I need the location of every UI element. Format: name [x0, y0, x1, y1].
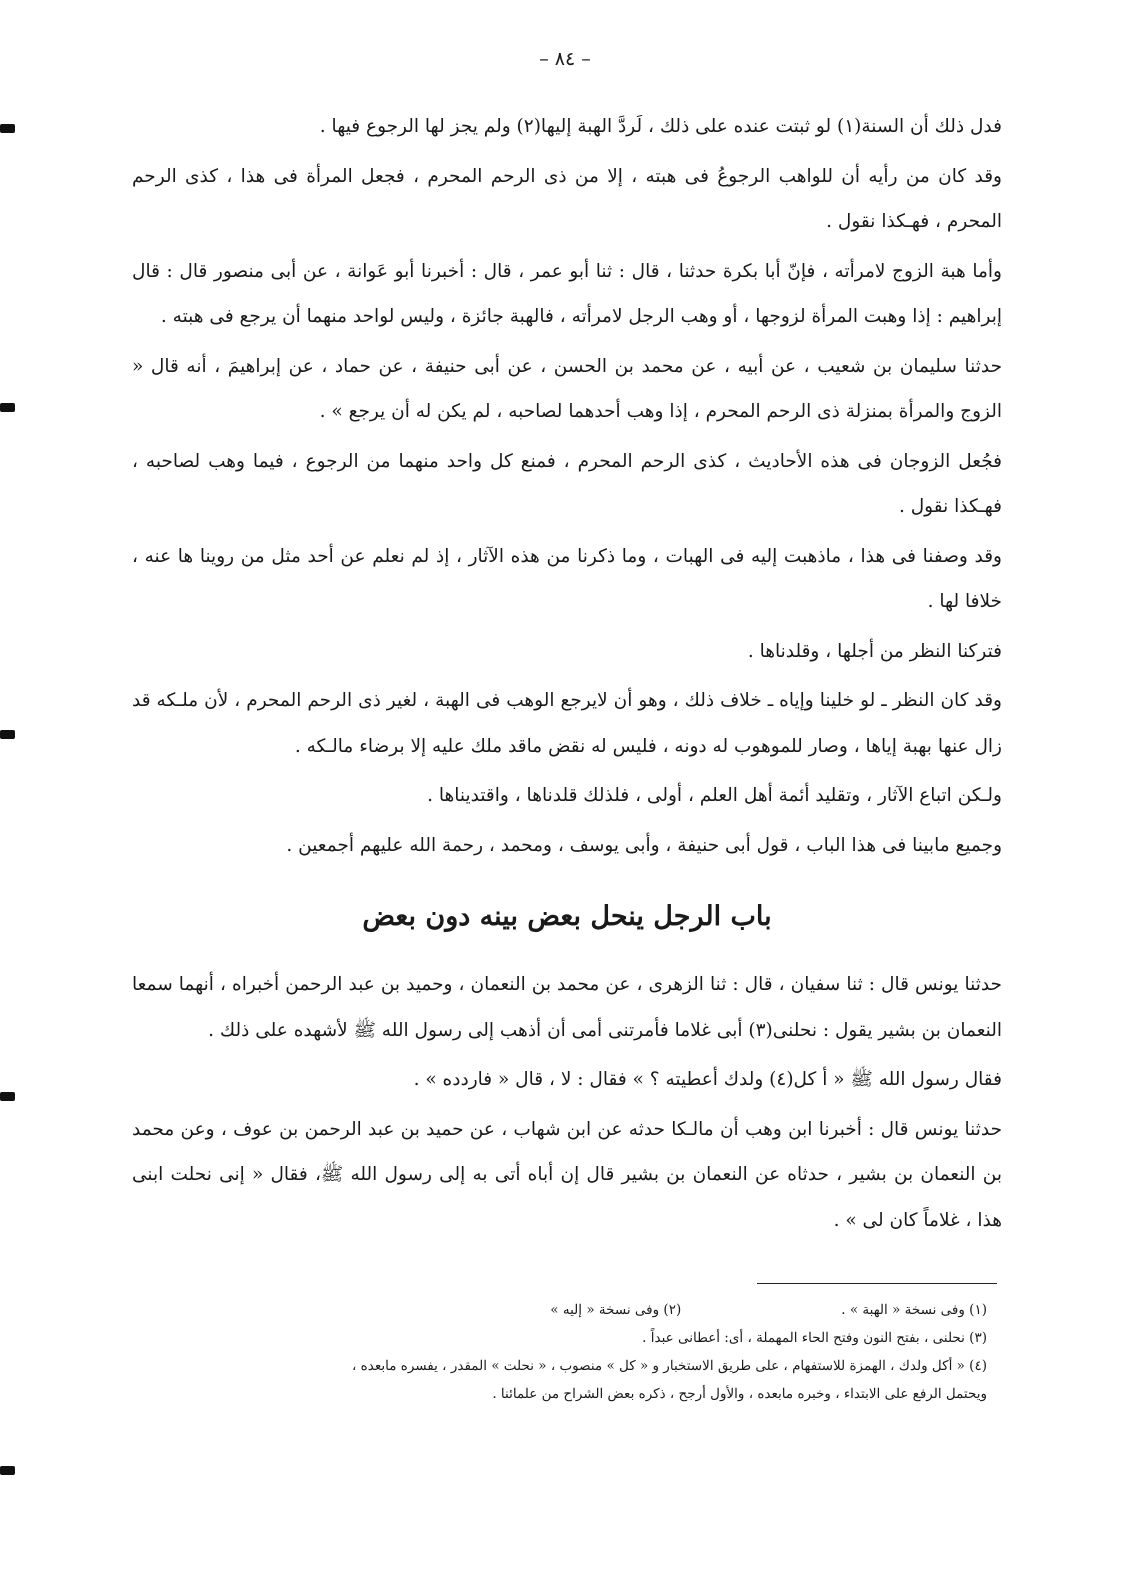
paragraph: حدثنا يونس قال : أخبرنا ابن وهب أن مالـكا حدثه عن ابن شهاب ، عن حميد بن عبد الرحمن بن عوف ، وعن محمد بن النعمان بن بشير ، حدثاه عن النعمان بن بشير قال إن أباه أتى به إلى رسول الله ﷺ، فقال « إنى نحلت ابنى هذا ، غلاماً كان لى » .	[132, 1118, 1002, 1231]
margin-mark	[0, 124, 15, 133]
footnote: (٢) وفى نسخة « إليه »	[550, 1302, 682, 1318]
paragraph: وقد وصفنا فى هذا ، ماذهبت إليه فى الهبات ، وما ذكرنا من هذه الآثار ، إذ لم نعلم عن أحد مثل من روينا ها عنه ، خلافا لها .	[132, 545, 1002, 612]
main-text	[132, 104, 1002, 1243]
footnote: ويحتمل الرفع على الابتداء ، وخبره مابعده ، والأول أرجح ، ذكره بعض الشراح من علمائنا .	[492, 1386, 987, 1402]
footnote: (١) وفى نسخة « الهبة » .	[841, 1302, 987, 1318]
paragraph: فجُعل الزوجان فى هذه الأحاديث ، كذى الرحم المحرم ، فمنع كل واحد منهما من الرجوع ، فيما وهب لصاحبه ، فهـكذا نقول .	[132, 450, 1002, 517]
margin-mark	[0, 1092, 15, 1101]
footnote: (٣) نحلنى ، بفتح النون وفتح الحاء المهملة ، أى: أعطانى عبداً .	[642, 1330, 987, 1346]
footnote-row	[132, 1296, 987, 1324]
footnote: (٤) « أكل ولدك ، الهمزة للاستفهام ، على طريق الاستخبار و « كل » منصوب ، « نحلت » المقدر ، يفسره مابعده ،	[352, 1358, 987, 1374]
footnotes	[132, 1296, 987, 1408]
paragraph: فدل ذلك أن السنة(١) لو ثبتت عنده على ذلك ، لَردَّ الهبة إليها(٢) ولم يجز لها الرجوع فيها .	[319, 116, 1002, 137]
paragraph: فقال رسول الله ﷺ « أ كل(٤) ولدك أعطيته ؟ » فقال : لا ، قال « فاردده » .	[413, 1069, 1002, 1090]
margin-mark	[0, 1466, 15, 1475]
margin-mark	[0, 403, 15, 412]
paragraph: فتركنا النظر من أجلها ، وقلدناها .	[747, 640, 1002, 662]
paragraph: حدثنا يونس قال : ثنا سفيان ، قال : ثنا الزهرى ، عن محمد بن النعمان ، وحميد بن عبد الرحمن أخبراه ، أنهما سمعا النعمان بن بشير يقول : نحلنى(٣) أبى غلاما فأمرتنى أمى أن أذهب إلى رسول الله ﷺ لأشهده على ذلك .	[132, 974, 1002, 1041]
margin-mark	[0, 730, 15, 739]
paragraph: وقد كان من رأيه أن للواهب الرجوعُ فى هبته ، إلا من ذى الرحم المحرم ، فجعل المرأة فى هذا ، كذى الرحم المحرم ، فهـكذا نقول .	[132, 165, 1002, 232]
paragraph: وأما هبة الزوج لامرأته ، فإنّ أبا بكرة حدثنا ، قال : ثنا أبو عمر ، قال : أخبرنا أبو عَوانة ، عن أبى منصور قال : قال إبراهيم : إذا وهبت المرأة لزوجها ، أو وهب الرجل لامرأته ، فالهبة جائزة ، وليس لواحد منهما أن يرجع فى هبته .	[132, 260, 1002, 327]
paragraph: حدثنا سليمان بن شعيب ، عن أبيه ، عن محمد بن الحسن ، عن أبى حنيفة ، عن حماد ، عن إبراهيمَ ، أنه قال « الزوج والمرأة بمنزلة ذى الرحم المحرم ، إذا وهب أحدهما لصاحبه ، لم يكن له أن يرجع » .	[132, 355, 1002, 422]
chapter-heading: باب الرجل ينحل بعض بينه دون بعض	[362, 901, 772, 932]
paragraph: وجميع مابينا فى هذا الباب ، قول أبى حنيفة ، وأبى يوسف ، ومحمد ، رحمة الله عليهم أجمعين .	[286, 834, 1002, 856]
page-number: – ٨٤ –	[539, 48, 591, 70]
paragraph: وقد كان النظر ـ لو خلينا وإياه ـ خلاف ذلك ، وهو أن لايرجع الوهب فى الهبة ، لغير ذى الرحم المحرم ، لأن ملـكه قد زال عنها بهبة إياها ، وصار للموهوب له دونه ، فليس له نقض ماقد ملك عليه إلا برضاء مالـكه .	[132, 690, 1002, 757]
footnote-separator	[757, 1283, 997, 1284]
paragraph: ولـكن اتباع الآثار ، وتقليد أئمة أهل العلم ، أولى ، فلذلك قلدناها ، واقتديناها .	[427, 785, 1002, 806]
